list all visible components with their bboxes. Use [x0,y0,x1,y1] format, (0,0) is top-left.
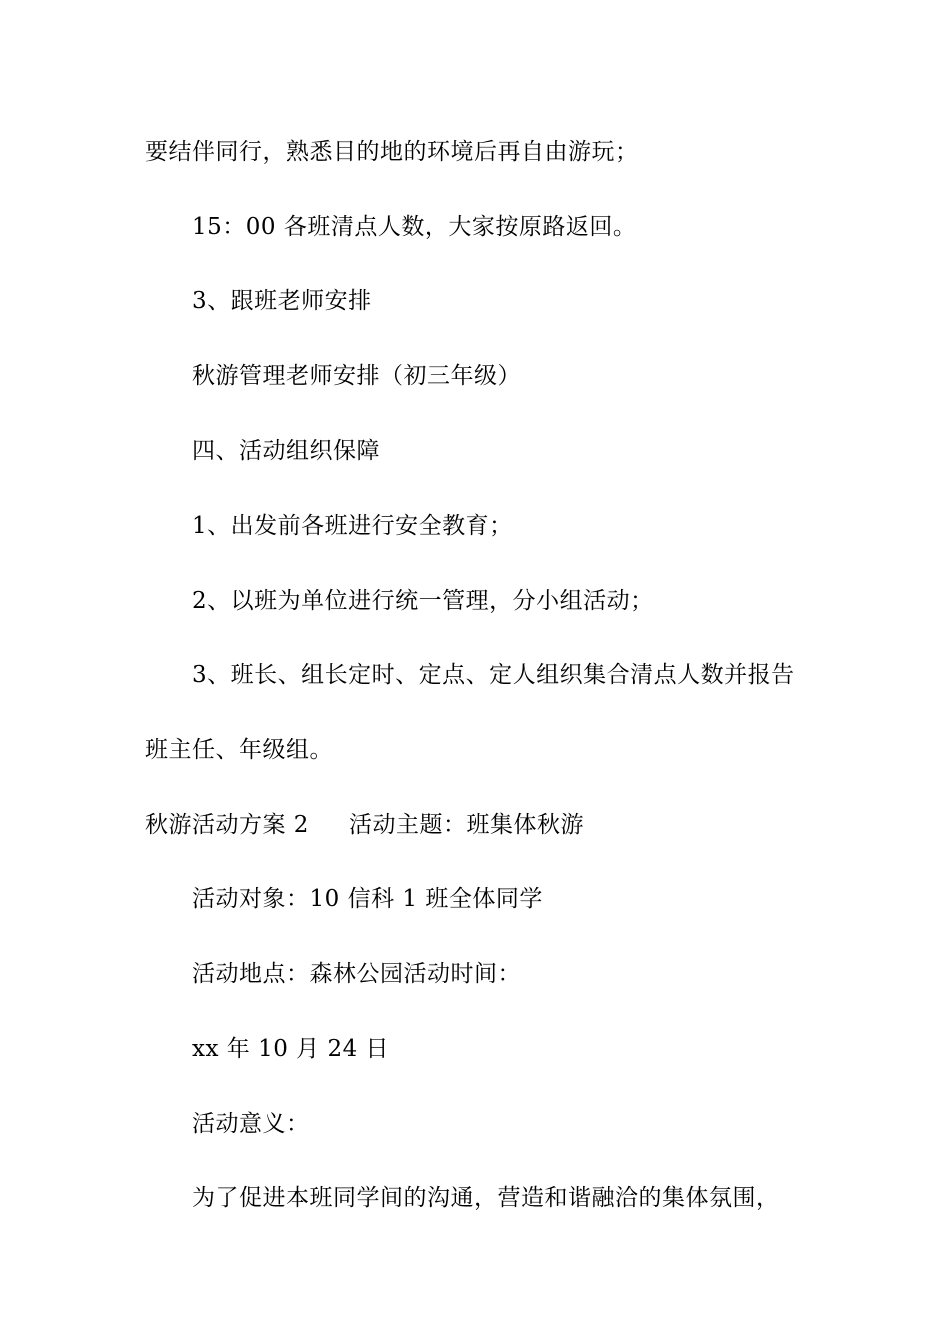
paragraph-line: xx 年 10 月 24 日 [192,1036,390,1062]
section-item: 3、跟班老师安排 [192,288,372,314]
list-item: 2、以班为单位进行统一管理，分小组活动； [192,588,654,614]
list-item-continuation: 班主任、年级组。 [145,737,333,763]
paragraph-line: 活动对象：10 信科 1 班全体同学 [192,886,543,912]
list-item: 3、班长、组长定时、定点、定人组织集合清点人数并报告 [192,662,795,688]
paragraph-line: 活动意义： [192,1111,310,1137]
paragraph-line: 秋游管理老师安排（初三年级） [192,363,521,389]
paragraph-line: 要结伴同行，熟悉目的地的环境后再自由游玩； [145,139,639,165]
paragraph-line: 15：00 各班清点人数，大家按原路返回。 [192,214,637,240]
plan-heading-line [145,810,584,840]
list-item: 1、出发前各班进行安全教育； [192,513,513,539]
paragraph-line: 为了促进本班同学间的沟通，营造和谐融洽的集体氛围， [192,1185,780,1211]
section-heading: 四、活动组织保障 [192,438,380,464]
plan-theme: 活动主题：班集体秋游 [348,812,584,838]
paragraph-line: 活动地点：森林公园活动时间： [192,961,521,987]
plan-title: 秋游活动方案 2 [145,812,309,838]
